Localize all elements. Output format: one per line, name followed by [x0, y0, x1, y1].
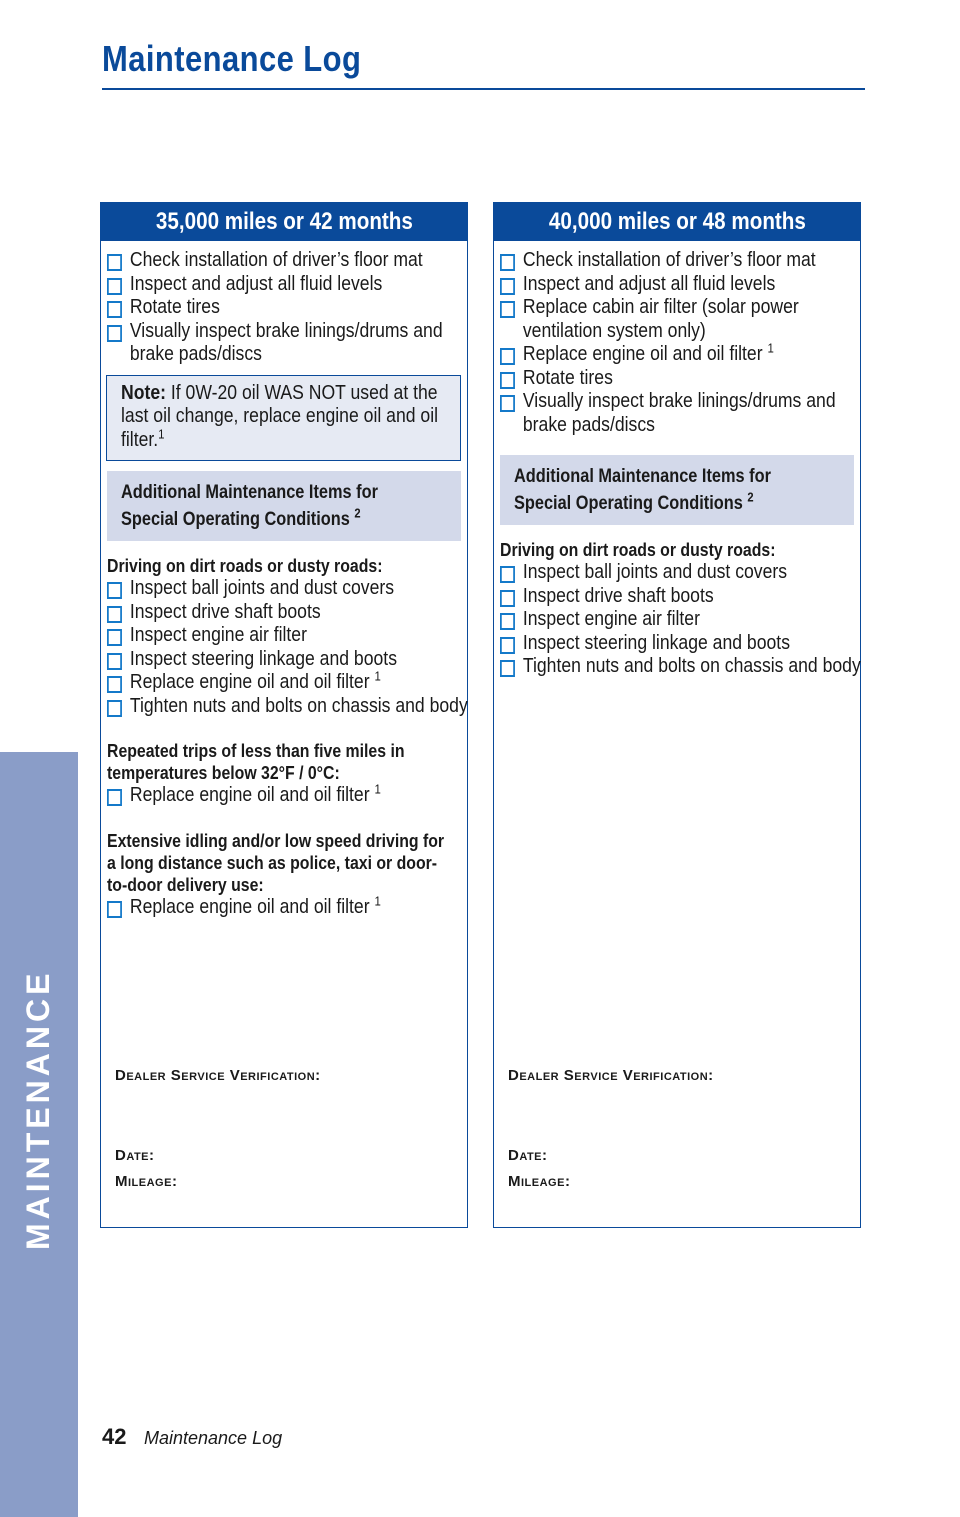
checklist-item: Inspect and adjust all fluid levels [500, 273, 872, 297]
checklist-item: Inspect steering linkage and boots [107, 648, 479, 672]
checklist-item: Check installation of driver’s floor mat [107, 249, 479, 273]
checklist-item: Inspect engine air filter [107, 624, 479, 648]
additional-items-heading: Additional Maintenance Items for Special Operating Conditions $^2$ [500, 455, 854, 525]
checkbox-icon[interactable] [500, 254, 515, 271]
note-box: Note: If 0W-20 oil WAS NOT used at the last oil change, replace engine oil and oil filter.$^1$ [106, 375, 461, 462]
checkbox-icon[interactable] [500, 566, 515, 583]
additional-items-heading: Additional Maintenance Items for Special Operating Conditions $^2$ [107, 471, 461, 541]
page-title: Maintenance Log [102, 38, 362, 79]
checkbox-icon[interactable] [107, 278, 122, 295]
checkbox-icon[interactable] [500, 301, 515, 318]
checklist-item: Inspect ball joints and dust covers [107, 577, 479, 601]
condition-title: Driving on dirt roads or dusty roads: [500, 540, 776, 560]
checkbox-icon[interactable] [500, 395, 515, 412]
checklist-item: Replace engine oil and oil filter $^1$ [500, 343, 872, 367]
checklist-item: Replace engine oil and oil filter $^1$ [107, 896, 479, 920]
title-divider [102, 88, 865, 90]
checklist-item: Inspect ball joints and dust covers [500, 561, 872, 585]
checkbox-icon[interactable] [500, 590, 515, 607]
mileage-label: Mileage: [115, 1173, 178, 1190]
condition-title: Driving on dirt roads or dusty roads: [107, 556, 383, 576]
checkbox-icon[interactable] [107, 901, 122, 918]
checklist-item: Inspect engine air filter [500, 608, 872, 632]
checkbox-icon[interactable] [107, 301, 122, 318]
dealer-verification-label: Dealer Service Verification: [115, 1067, 321, 1084]
service-card-35000 [100, 202, 468, 1228]
dealer-verification-label: Dealer Service Verification: [508, 1067, 714, 1084]
date-label: Date: [115, 1147, 155, 1164]
checklist-item: Replace engine oil and oil filter $^1$ [107, 671, 479, 695]
checkbox-icon[interactable] [107, 606, 122, 623]
checkbox-icon[interactable] [107, 254, 122, 271]
condition-title: Repeated trips of less than five miles in temperatures below 32°F / 0°C: [107, 741, 405, 783]
card-heading: 40,000 miles or 48 months [494, 203, 860, 241]
checkbox-icon[interactable] [500, 637, 515, 654]
checklist-item: Inspect drive shaft boots [107, 601, 479, 625]
checklist-item: Visually inspect brake linings/drums and brake pads/discs [500, 390, 872, 437]
checklist-item: Tighten nuts and bolts on chassis and body [107, 695, 479, 719]
checklist-item: Inspect and adjust all fluid levels [107, 273, 479, 297]
checklist-item: Inspect drive shaft boots [500, 585, 872, 609]
checkbox-icon[interactable] [107, 653, 122, 670]
checklist-item: Visually inspect brake linings/drums and brake pads/discs [107, 320, 479, 367]
checkbox-icon[interactable] [107, 629, 122, 646]
date-label: Date: [508, 1147, 548, 1164]
footer-label: Maintenance Log [144, 1428, 283, 1448]
checklist-item: Rotate tires [107, 296, 479, 320]
section-side-label: MAINTENANCE [20, 969, 56, 1250]
checklist-item: Tighten nuts and bolts on chassis and body [500, 655, 872, 679]
checkbox-icon[interactable] [500, 278, 515, 295]
checkbox-icon[interactable] [500, 660, 515, 677]
checkbox-icon[interactable] [107, 325, 122, 342]
checkbox-icon[interactable] [107, 676, 122, 693]
condition-title: Extensive idling and/or low speed driving for a long distance such as police, taxi or door-to-door delivery use: [107, 830, 445, 895]
checkbox-icon[interactable] [107, 582, 122, 599]
page-number: 42 [102, 1424, 127, 1449]
service-card-40000 [493, 202, 861, 1228]
checklist-item: Replace engine oil and oil filter $^1$ [107, 784, 479, 808]
checkbox-icon[interactable] [500, 613, 515, 630]
checkbox-icon[interactable] [107, 700, 122, 717]
mileage-label: Mileage: [508, 1173, 571, 1190]
checklist-item: Replace cabin air filter (solar power ventilation system only) [500, 296, 872, 343]
checklist-item: Rotate tires [500, 367, 872, 391]
checkbox-icon[interactable] [500, 348, 515, 365]
checklist-item: Inspect steering linkage and boots [500, 632, 872, 656]
checkbox-icon[interactable] [500, 372, 515, 389]
checklist-item: Check installation of driver’s floor mat [500, 249, 872, 273]
checkbox-icon[interactable] [107, 789, 122, 806]
card-heading: 35,000 miles or 42 months [101, 203, 467, 241]
